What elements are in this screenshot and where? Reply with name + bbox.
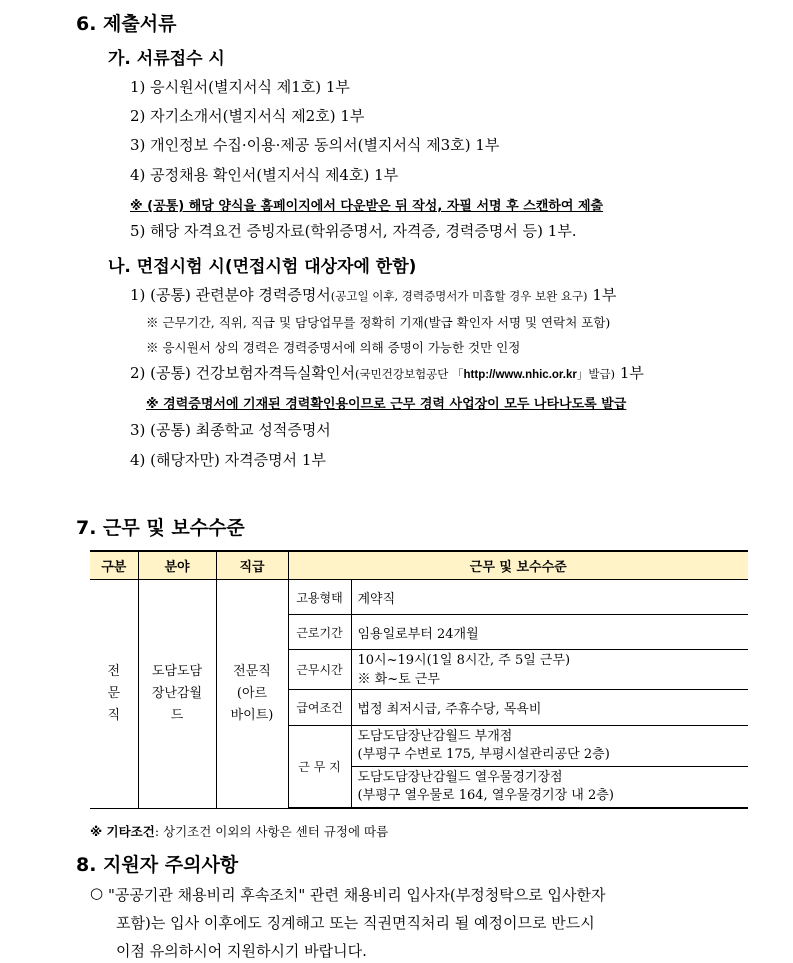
interview-item-3: 3) (공통) 최종학교 성적증명서 bbox=[130, 421, 331, 439]
interview-item-2-main: 2) (공통) 건강보험자격득실확인서 bbox=[130, 364, 356, 382]
category-char: 문 bbox=[107, 685, 121, 701]
subsection-ga-title: 가. 서류접수 시 bbox=[108, 49, 225, 69]
doc-item-1: 1) 응시원서(별지서식 제1호) 1부 bbox=[130, 78, 350, 96]
interview-item-2 bbox=[130, 362, 644, 383]
workplace-address: (부평구 열우물로 164, 열우물경기장 내 2층) bbox=[357, 788, 614, 803]
section-7-title: 7. 근무 및 보수수준 bbox=[76, 517, 245, 539]
bullet-circle: ○ bbox=[90, 884, 104, 902]
etc-text: : 상기조건 이외의 사항은 센터 규정에 따름 bbox=[154, 824, 389, 839]
interview-item-4: 4) (해당자만) 자격증명서 1부 bbox=[130, 451, 326, 469]
field-line: 도담도담 bbox=[151, 663, 203, 679]
field-line: 장난감월 bbox=[151, 685, 203, 701]
rank-line: 바이트) bbox=[230, 707, 274, 723]
interview-note-3: ※ 경력증명서에 기재된 경력확인용이므로 근무 경력 사업장이 모두 나타나도록 발급 bbox=[146, 397, 627, 412]
row-value: 계약직 bbox=[351, 580, 748, 615]
workplace-name: 도담도담장난감월드 부개점 bbox=[357, 729, 513, 744]
section-6-title: 6. 제출서류 bbox=[76, 13, 177, 35]
work-hours: 10시~19시(1일 8시간, 주 5일 근무) bbox=[357, 652, 571, 668]
row-label: 고용형태 bbox=[288, 580, 351, 615]
row-label: 급여조건 bbox=[288, 690, 351, 726]
workplace-1 bbox=[352, 726, 749, 767]
row-label: 근로기간 bbox=[288, 615, 351, 650]
interview-item-2-small-b: 」발급) bbox=[576, 367, 616, 381]
row-value: 법정 최저시급, 주휴수당, 목욕비 bbox=[351, 690, 748, 726]
etc-label: ※ 기타조건 bbox=[90, 824, 155, 839]
interview-note-1: ※ 근무기간, 직위, 직급 및 담당업무를 정확히 기재(발급 확인자 서명 및 연락처 포함) bbox=[146, 315, 611, 330]
doc-item-5: 5) 해당 자격요건 증빙자료(학위증명서, 자격증, 경력증명서 등) 1부. bbox=[130, 222, 577, 240]
field-line: 드 bbox=[170, 707, 184, 723]
work-days-note: ※ 화~토 근무 bbox=[357, 671, 440, 687]
workplace-name: 도담도담장난감월드 열우물경기장점 bbox=[357, 770, 563, 785]
header-rank: 직급 bbox=[216, 551, 288, 580]
field-cell bbox=[138, 580, 216, 809]
row-label: 근무시간 bbox=[288, 650, 351, 690]
caution-line-1: "공공기관 채용비리 후속조치" 관련 채용비리 입사자(부정청탁으로 입사한자 bbox=[108, 886, 606, 904]
category-char: 전 bbox=[107, 663, 121, 679]
row-value: 임용일로부터 24개월 bbox=[351, 615, 748, 650]
header-field: 분야 bbox=[138, 551, 216, 580]
workplace-address: (부평구 수변로 175, 부평시설관리공단 2층) bbox=[357, 747, 610, 762]
doc-item-2: 2) 자기소개서(별지서식 제2호) 1부 bbox=[130, 107, 365, 125]
workplace-2 bbox=[352, 767, 749, 807]
category-char: 직 bbox=[107, 707, 121, 723]
interview-item-2-tail: 1부 bbox=[615, 364, 644, 382]
interview-item-1-main: 1) (공통) 관련분야 경력증명서 bbox=[130, 286, 331, 304]
workplace-cell bbox=[351, 726, 748, 809]
rank-line: 전문직 bbox=[233, 663, 271, 679]
caution-line-2: 포함)는 입사 이후에도 징계해고 또는 직권면직처리 될 예정이므로 반드시 bbox=[116, 914, 595, 932]
interview-item-1-tail: 1부 bbox=[587, 286, 617, 304]
interview-item-1-small: (공고일 이후, 경력증명서가 미흡할 경우 보완 요구) bbox=[330, 289, 588, 303]
category-cell bbox=[90, 580, 138, 809]
header-conditions: 근무 및 보수수준 bbox=[288, 551, 748, 580]
interview-item-1 bbox=[130, 284, 616, 305]
subsection-na-title: 나. 면접시험 시(면접시험 대상자에 한함) bbox=[108, 257, 417, 277]
doc-item-4: 4) 공정채용 확인서(별지서식 제4호) 1부 bbox=[130, 166, 399, 184]
header-category: 구분 bbox=[90, 551, 138, 580]
row-label: 근 무 지 bbox=[288, 726, 351, 809]
caution-line-3: 이점 유의하시어 지원하시기 바랍니다. bbox=[116, 942, 367, 960]
table-header-row bbox=[90, 551, 748, 580]
etc-conditions bbox=[90, 822, 388, 840]
rank-line: (아르 bbox=[236, 685, 268, 701]
row-value bbox=[351, 650, 748, 690]
table-row bbox=[90, 580, 748, 615]
interview-note-2: ※ 응시원서 상의 경력은 경력증명서에 의해 증명이 가능한 것만 인정 bbox=[146, 340, 521, 355]
doc-item-3: 3) 개인정보 수집·이용·제공 동의서(별지서식 제3호) 1부 bbox=[130, 136, 500, 154]
rank-cell bbox=[216, 580, 288, 809]
nhic-link[interactable]: http://www.nhic.or.kr bbox=[463, 369, 577, 381]
interview-item-2-small-a: (국민건강보험공단 「 bbox=[355, 367, 464, 381]
work-conditions-table bbox=[90, 550, 748, 809]
form-note: ※ (공통) 해당 양식을 홈페이지에서 다운받은 뒤 작성, 자필 서명 후 스캔하여 제출 bbox=[130, 199, 604, 214]
section-8-title: 8. 지원자 주의사항 bbox=[76, 854, 239, 876]
